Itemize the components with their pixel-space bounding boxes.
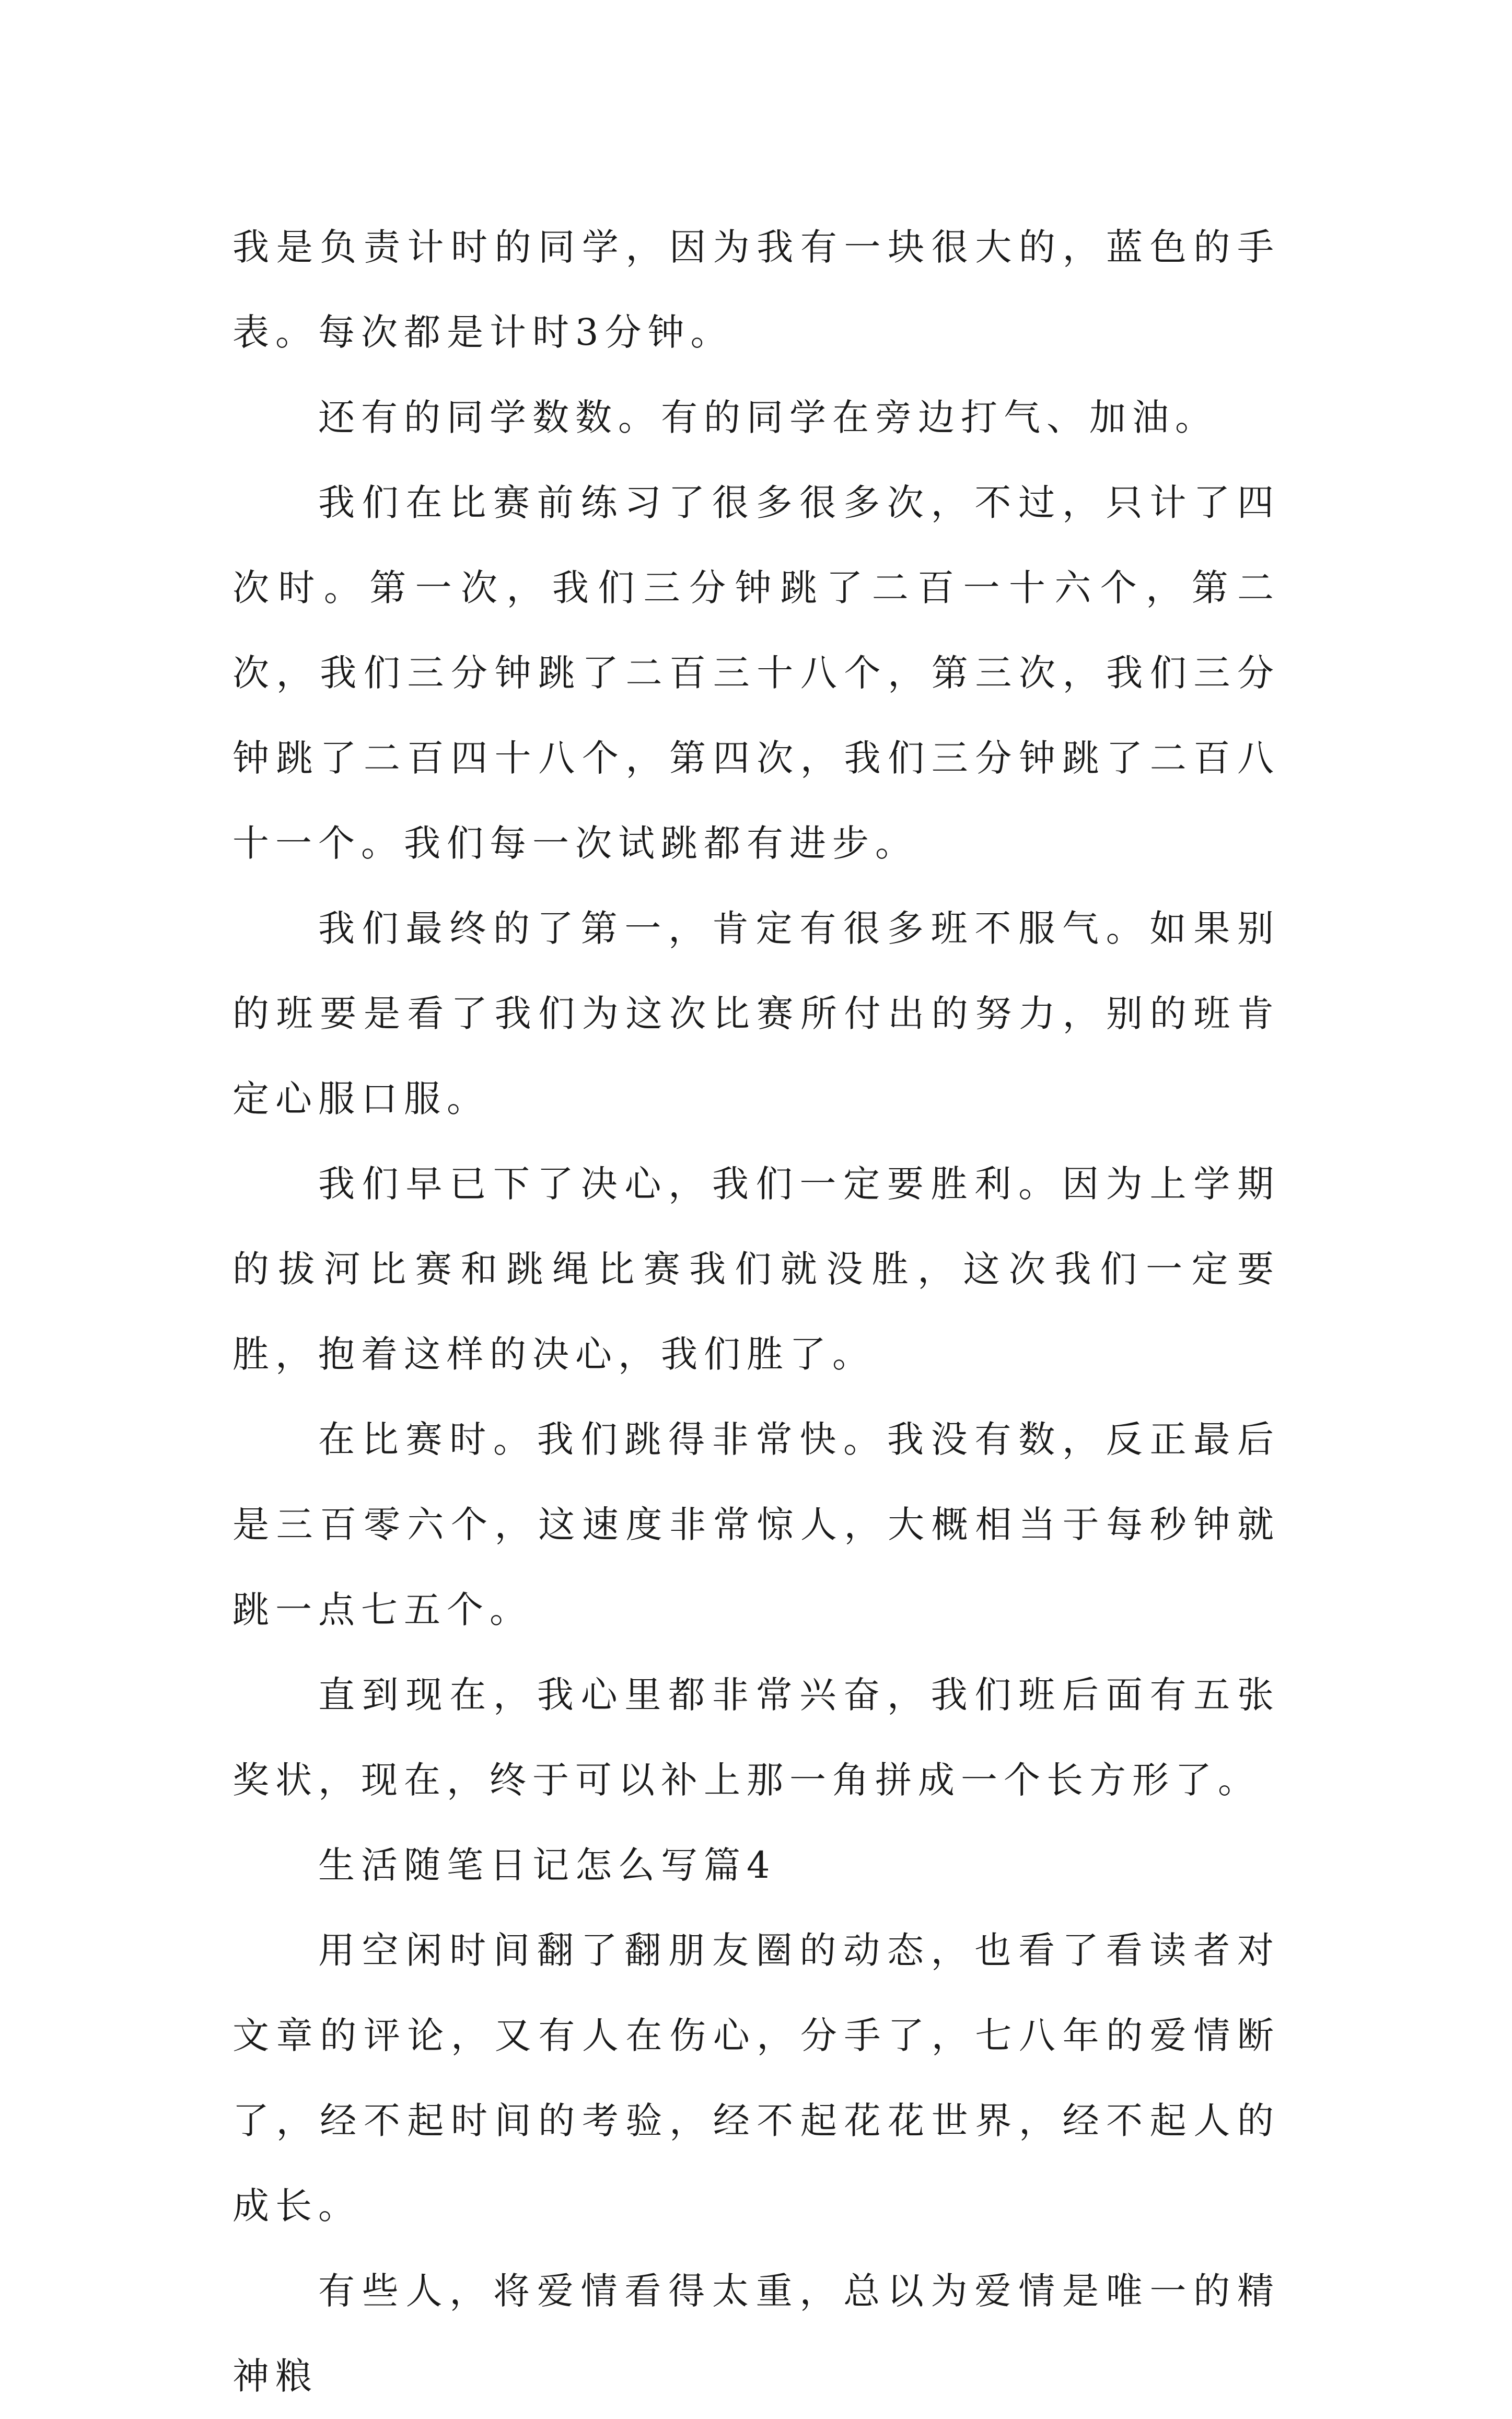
paragraph: 我们早已下了决心，我们一定要胜利。因为上学期的拔河比赛和跳绳比赛我们就没胜，这次我们一定要胜，抱着这样的决心，我们胜了。: [232, 1162, 1280, 1376]
paragraph: 用空闲时间翻了翻朋友圈的动态，也看了看读者对文章的评论，又有人在伤心，分手了，七八年的爱情断了，经不起时间的考验，经不起花花世界，经不起人的成长。: [232, 1929, 1280, 2227]
paragraph: 我们最终的了第一，肯定有很多班不服气。如果别的班要是看了我们为这次比赛所付出的努力，别的班肯定心服口服。: [232, 907, 1280, 1120]
paragraph: 还有的同学数数。有的同学在旁边打气、加油。: [318, 396, 1218, 439]
paragraph: 我们在比赛前练习了很多很多次，不过，只计了四次时。第一次，我们三分钟跳了二百一十六个，第二次，我们三分钟跳了二百三十八个，第三次，我们三分钟跳了二百四十八个，第四次，我们三分钟跳了二百八十一个。我们每一次试跳都有进步。: [232, 481, 1280, 865]
paragraph: 在比赛时。我们跳得非常快。我没有数，反正最后是三百零六个，这速度非常惊人，大概相当于每秒钟就跳一点七五个。: [232, 1418, 1280, 1631]
section-heading: 生活随笔日记怎么写篇4: [318, 1844, 776, 1887]
paragraph-continued: 我是负责计时的同学，因为我有一块很大的，蓝色的手表。每次都是计时3分钟。: [232, 226, 1280, 354]
paragraph: 有些人，将爱情看得太重，总以为爱情是唯一的精神粮: [232, 2270, 1280, 2398]
paragraph: 直到现在，我心里都非常兴奋，我们班后面有五张奖状，现在，终于可以补上那一角拼成一个长方形了。: [232, 1673, 1280, 1801]
document-body: [232, 205, 1280, 2419]
